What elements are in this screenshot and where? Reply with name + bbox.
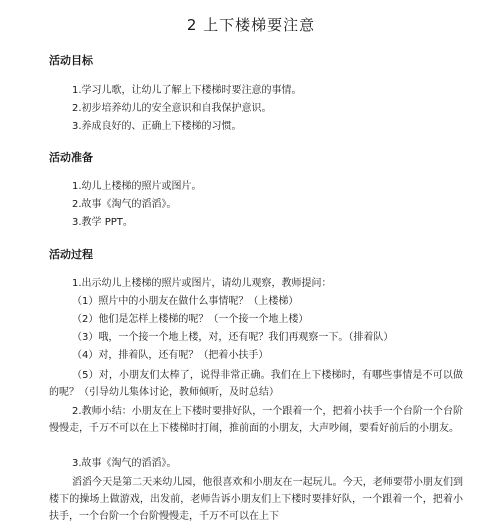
process-line: （2）他们是怎样上楼梯的呢？（一个接一个地上楼） (72, 314, 309, 325)
process-paragraph: （5）对，小朋友们太棒了，说得非常正确。我们在上下楼梯时，有哪些事情是不可以做的呢？（引导幼儿集体讨论，教师倾听，及时总结） (49, 370, 463, 398)
process-line: （4）对，排着队，还有呢？（把着小扶手） (72, 350, 269, 361)
preparation-item: 3.教学 PPT。 (72, 217, 133, 228)
story-line: 3.故事《淘气的滔滔》。 (72, 458, 177, 469)
preparation-item: 2.故事《淘气的滔滔》。 (72, 199, 177, 210)
goals-heading: 活动目标 (49, 54, 93, 67)
teacher-summary-paragraph: 2.教师小结：小朋友在上下楼时要排好队，一个跟着一个，把着小扶手一个台阶一个台阶慢慢走，千万不可以在上下楼梯时打闹，推前面的小朋友，大声吵闹，要看好前后的小朋友。 (49, 406, 463, 434)
preparation-heading: 活动准备 (49, 151, 93, 164)
process-line: （3）哦，一个接一个地上楼，对，还有呢？我们再观察一下。（排着队） (72, 332, 394, 343)
process-heading: 活动过程 (49, 248, 93, 261)
goal-item: 2.初步培养幼儿的安全意识和自我保护意识。 (72, 103, 272, 114)
process-line: 1.出示幼儿上楼梯的照片或图片，请幼儿观察，教师提问： (72, 278, 332, 289)
goal-item: 3.养成良好的、正确上下楼梯的习惯。 (72, 121, 242, 132)
preparation-item: 1.幼儿上楼梯的照片或图片。 (72, 181, 202, 192)
goal-item: 1.学习儿歌，让幼儿了解上下楼梯时要注意的事情。 (72, 85, 302, 96)
document-title: 2 上下楼梯要注意 (186, 16, 316, 34)
story-paragraph: 滔滔今天是第二天来幼儿园，他很喜欢和小朋友在一起玩儿。今天，老师要带小朋友们到楼下的操场上做游戏，出发前，老师告诉小朋友们上下楼时要排好队，一个跟着一个，把着小扶手，一个台阶一个台阶慢慢走，千万不可以在上下 (49, 477, 463, 522)
process-line: （1）照片中的小朋友在做什么事情呢？（上楼梯） (72, 296, 299, 307)
